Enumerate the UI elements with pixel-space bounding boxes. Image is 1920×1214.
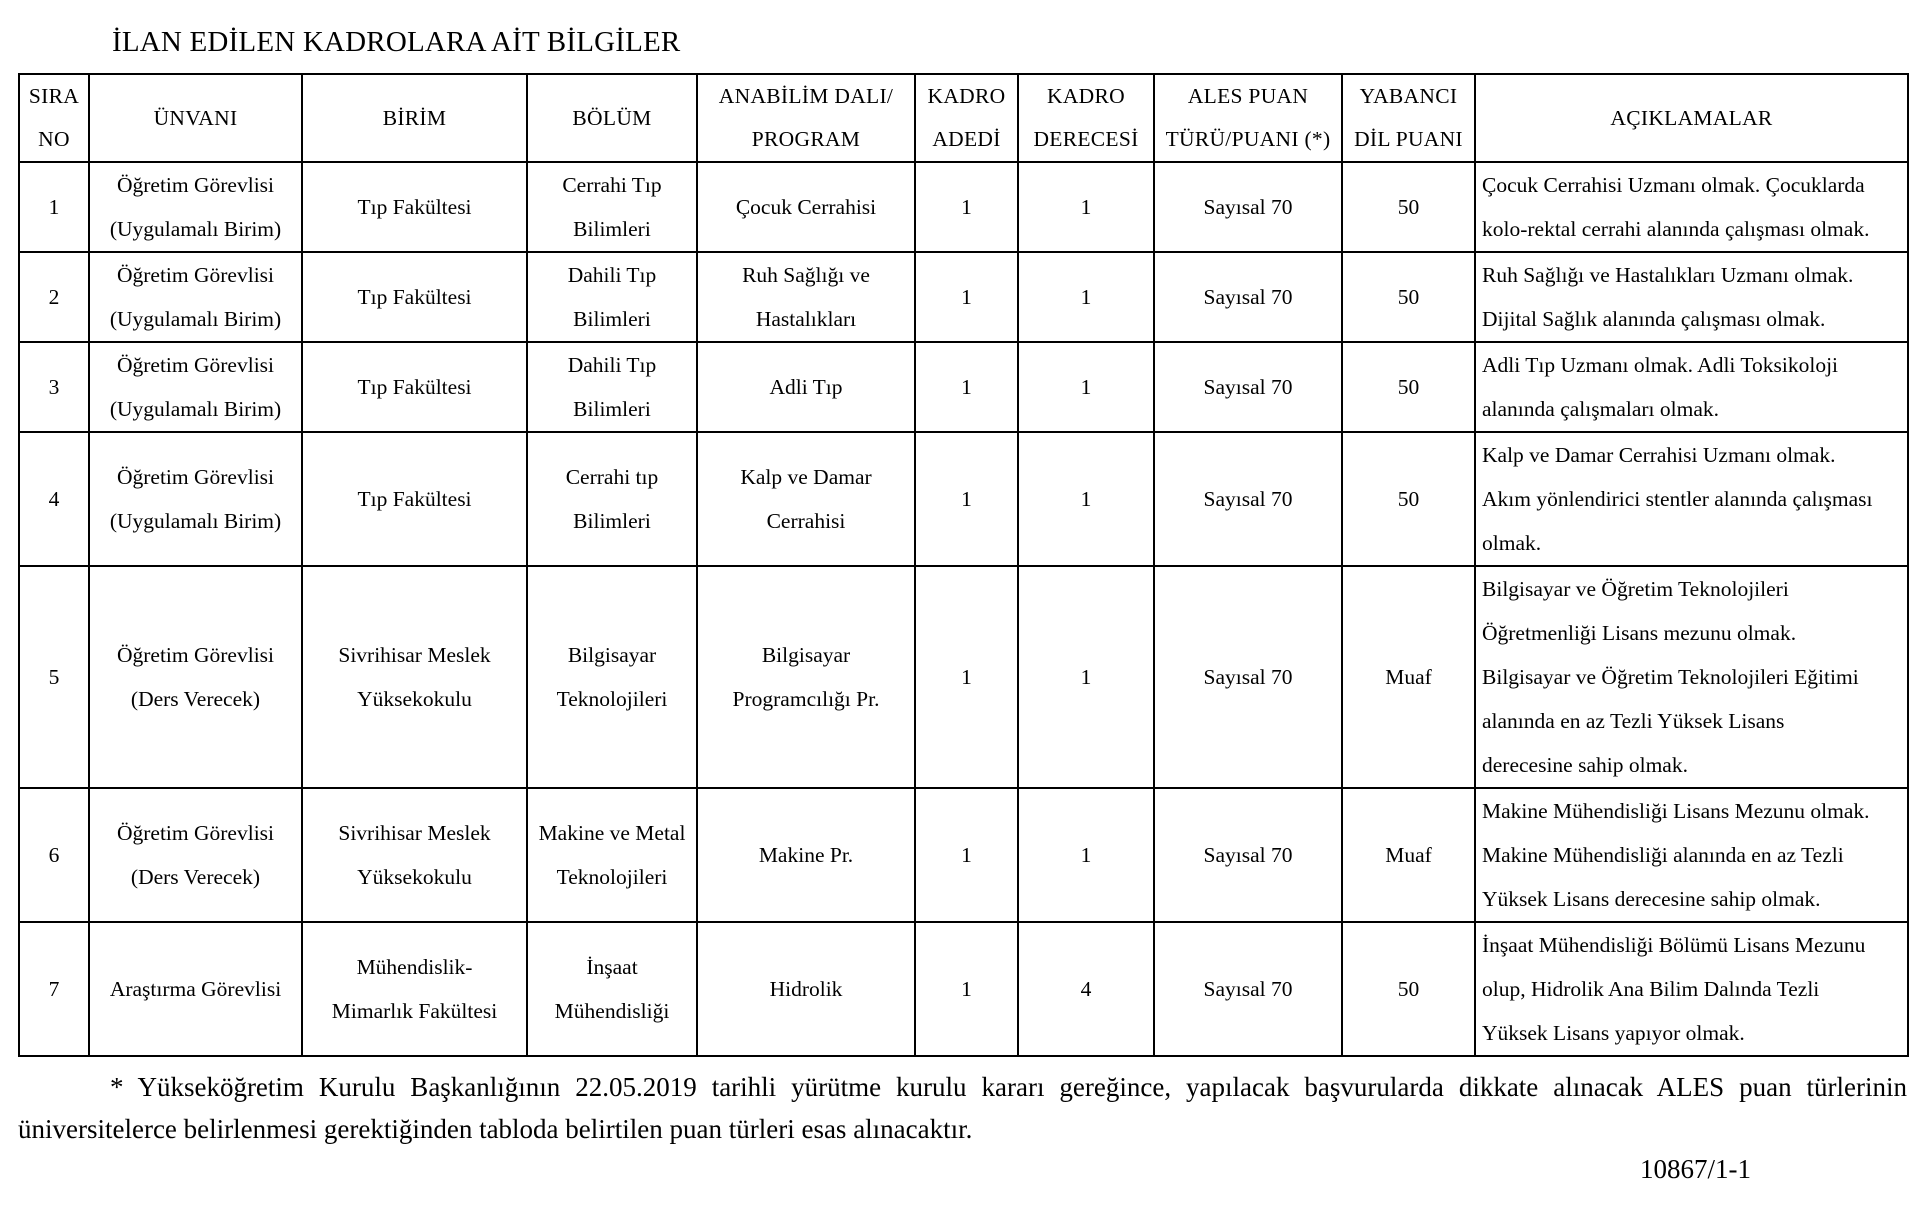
cell-birim-text: Yüksekokulu — [357, 687, 472, 711]
cell-birim-text: Sivrihisar Meslek — [338, 821, 491, 845]
header-anabilim — [697, 74, 915, 162]
cell-kadro-derecesi-text: 1 — [1080, 375, 1092, 399]
cell-birim-text: Tıp Fakültesi — [357, 285, 472, 309]
cell-ales-text: Sayısal 70 — [1203, 195, 1293, 219]
cell-aciklama-text: Dijital Sağlık alanında çalışması olmak. — [1482, 307, 1826, 331]
cell-bolum — [527, 252, 697, 342]
cell-aciklama — [1475, 162, 1908, 252]
cell-aciklama-text: Çocuk Cerrahisi Uzmanı olmak. Çocuklarda — [1482, 173, 1865, 197]
header-label: NO — [38, 127, 70, 151]
cell-no-text: 7 — [48, 977, 60, 1001]
cell-bolum — [527, 922, 697, 1056]
cell-bolum-text: Teknolojileri — [556, 687, 668, 711]
cell-unvan-text: Öğretim Görevlisi — [116, 643, 275, 667]
cell-bolum — [527, 432, 697, 566]
cell-unvan — [89, 252, 302, 342]
cell-kadro-adedi — [915, 162, 1018, 252]
cell-ales — [1154, 566, 1342, 788]
cell-no-text: 3 — [48, 375, 60, 399]
header-label: BİRİM — [382, 105, 447, 130]
cell-ales-text: Sayısal 70 — [1203, 843, 1293, 867]
header-label: KADRO — [927, 84, 1006, 108]
table-row — [19, 342, 1908, 432]
header-label: BÖLÜM — [572, 105, 652, 130]
cell-ales-text: Sayısal 70 — [1203, 285, 1293, 309]
cell-unvan — [89, 566, 302, 788]
cell-anabilim-text: Programcılığı Pr. — [732, 687, 880, 711]
page-title: İLAN EDİLEN KADROLARA AİT BİLGİLER — [112, 26, 681, 58]
cell-kadro-adedi-text: 1 — [961, 843, 972, 867]
cell-ales — [1154, 162, 1342, 252]
header-bolum — [527, 74, 697, 162]
header-label: AÇIKLAMALAR — [1610, 105, 1773, 130]
cell-yabanci-dil — [1342, 162, 1475, 252]
cell-birim-text: Tıp Fakültesi — [357, 195, 472, 219]
cell-aciklama — [1475, 566, 1908, 788]
cell-bolum-text: İnşaat — [586, 955, 638, 979]
cell-no — [19, 566, 89, 788]
cell-anabilim-text: Cerrahisi — [766, 509, 846, 533]
header-label: ALES PUAN — [1187, 84, 1309, 108]
cell-unvan-text: Öğretim Görevlisi — [116, 353, 275, 377]
cell-kadro-adedi — [915, 432, 1018, 566]
cell-kadro-derecesi — [1018, 162, 1154, 252]
cell-yabanci-dil — [1342, 922, 1475, 1056]
cell-no-text: 5 — [48, 665, 60, 689]
cell-kadro-adedi — [915, 922, 1018, 1056]
cell-bolum-text: Cerrahi Tıp — [562, 173, 662, 197]
cell-ales — [1154, 342, 1342, 432]
cell-anabilim — [697, 342, 915, 432]
cell-birim-text: Sivrihisar Meslek — [338, 643, 491, 667]
cell-kadro-adedi-text: 1 — [961, 977, 972, 1001]
header-sira-no — [19, 74, 89, 162]
cell-aciklama-text: Makine Mühendisliği Lisans Mezunu olmak. — [1482, 799, 1870, 823]
cell-kadro-derecesi — [1018, 432, 1154, 566]
cell-aciklama-text: Yüksek Lisans yapıyor olmak. — [1482, 1021, 1745, 1045]
reference-number: 10867/1-1 — [1640, 1154, 1751, 1184]
cell-kadro-adedi-text: 1 — [961, 375, 972, 399]
cell-birim — [302, 342, 527, 432]
cell-yabanci-dil-text: 50 — [1397, 977, 1420, 1001]
cell-unvan-text: Öğretim Görevlisi — [116, 465, 275, 489]
cell-unvan-text: (Uygulamalı Birim) — [109, 217, 282, 241]
cell-kadro-adedi-text: 1 — [961, 665, 972, 689]
cell-kadro-derecesi — [1018, 788, 1154, 922]
cell-unvan-text: Öğretim Görevlisi — [116, 173, 275, 197]
cell-birim — [302, 432, 527, 566]
cell-anabilim-text: Kalp ve Damar — [740, 465, 872, 489]
cell-birim — [302, 922, 527, 1056]
positions-table — [18, 73, 1909, 1057]
cell-aciklama-text: Ruh Sağlığı ve Hastalıkları Uzmanı olmak. — [1482, 263, 1854, 287]
cell-unvan-text: (Uygulamalı Birim) — [109, 397, 282, 421]
cell-aciklama — [1475, 922, 1908, 1056]
header-kadro-adedi — [915, 74, 1018, 162]
cell-anabilim — [697, 432, 915, 566]
cell-aciklama-text: derecesine sahip olmak. — [1482, 753, 1688, 777]
cell-anabilim-text: Bilgisayar — [761, 643, 851, 667]
cell-kadro-adedi-text: 1 — [961, 487, 972, 511]
header-yabanci-dil — [1342, 74, 1475, 162]
cell-yabanci-dil-text: 50 — [1397, 487, 1420, 511]
header-kadro-derecesi — [1018, 74, 1154, 162]
cell-unvan — [89, 788, 302, 922]
cell-aciklama — [1475, 342, 1908, 432]
header-label: DERECESİ — [1033, 127, 1139, 151]
cell-bolum — [527, 566, 697, 788]
header-label: DİL PUANI — [1354, 127, 1463, 151]
cell-kadro-adedi — [915, 566, 1018, 788]
cell-no — [19, 342, 89, 432]
header-aciklamalar — [1475, 74, 1908, 162]
cell-kadro-derecesi-text: 1 — [1080, 843, 1092, 867]
cell-aciklama-text: Akım yönlendirici stentler alanında çalışması — [1482, 487, 1873, 511]
cell-aciklama-text: alanında çalışmaları olmak. — [1482, 397, 1720, 421]
cell-birim-text: Tıp Fakültesi — [357, 375, 472, 399]
cell-unvan-text: Araştırma Görevlisi — [109, 977, 282, 1001]
cell-birim — [302, 162, 527, 252]
cell-ales-text: Sayısal 70 — [1203, 375, 1293, 399]
cell-bolum — [527, 162, 697, 252]
cell-unvan-text: (Ders Verecek) — [130, 865, 261, 889]
cell-bolum-text: Makine ve Metal — [538, 821, 686, 845]
header-label: YABANCI — [1359, 84, 1458, 108]
cell-aciklama-text: olmak. — [1482, 531, 1542, 555]
cell-kadro-adedi — [915, 788, 1018, 922]
cell-aciklama-text: Bilgisayar ve Öğretim Teknolojileri — [1482, 577, 1789, 601]
cell-no — [19, 162, 89, 252]
cell-kadro-derecesi — [1018, 252, 1154, 342]
cell-no-text: 1 — [48, 195, 60, 219]
cell-aciklama-text: Makine Mühendisliği alanında en az Tezli — [1482, 843, 1844, 867]
cell-aciklama-text: Kalp ve Damar Cerrahisi Uzmanı olmak. — [1482, 443, 1836, 467]
cell-aciklama-text: Yüksek Lisans derecesine sahip olmak. — [1482, 887, 1821, 911]
cell-anabilim — [697, 788, 915, 922]
cell-yabanci-dil-text: 50 — [1397, 285, 1420, 309]
cell-birim-text: Yüksekokulu — [357, 865, 472, 889]
cell-aciklama-text: kolo-rektal cerrahi alanında çalışması olmak. — [1482, 217, 1870, 241]
cell-anabilim-text: Hidrolik — [769, 977, 843, 1001]
cell-aciklama — [1475, 252, 1908, 342]
cell-unvan — [89, 342, 302, 432]
cell-anabilim — [697, 162, 915, 252]
cell-anabilim — [697, 252, 915, 342]
cell-unvan — [89, 162, 302, 252]
header-label: SIRA — [28, 84, 80, 108]
cell-aciklama-text: alanında en az Tezli Yüksek Lisans — [1482, 709, 1785, 733]
cell-anabilim-text: Hastalıkları — [755, 307, 857, 331]
cell-yabanci-dil-text: Muaf — [1385, 665, 1432, 689]
header-label: ADEDİ — [932, 127, 1001, 151]
cell-kadro-derecesi — [1018, 342, 1154, 432]
header-label: ANABİLİM DALI/ — [718, 84, 894, 108]
cell-yabanci-dil — [1342, 566, 1475, 788]
cell-bolum-text: Teknolojileri — [556, 865, 668, 889]
cell-anabilim-text: Çocuk Cerrahisi — [735, 195, 877, 219]
cell-ales — [1154, 252, 1342, 342]
cell-bolum-text: Dahili Tıp — [567, 263, 657, 287]
cell-bolum-text: Cerrahi tıp — [565, 465, 659, 489]
cell-ales — [1154, 432, 1342, 566]
cell-aciklama-text: Öğretmenliği Lisans mezunu olmak. — [1482, 621, 1797, 645]
table-row — [19, 162, 1908, 252]
cell-birim-text: Tıp Fakültesi — [357, 487, 472, 511]
cell-no-text: 2 — [48, 285, 60, 309]
header-label: KADRO — [1047, 84, 1125, 108]
cell-birim-text: Mühendislik- — [356, 955, 473, 979]
cell-bolum-text: Bilimleri — [573, 307, 651, 331]
cell-aciklama-text: Adli Tıp Uzmanı olmak. Adli Toksikoloji — [1482, 353, 1839, 377]
cell-bolum — [527, 788, 697, 922]
table-row — [19, 432, 1908, 566]
cell-no — [19, 788, 89, 922]
cell-bolum-text: Bilgisayar — [567, 643, 657, 667]
cell-birim-text: Mimarlık Fakültesi — [331, 999, 498, 1023]
cell-yabanci-dil — [1342, 252, 1475, 342]
header-ales — [1154, 74, 1342, 162]
cell-kadro-adedi — [915, 252, 1018, 342]
cell-yabanci-dil — [1342, 342, 1475, 432]
cell-anabilim-text: Ruh Sağlığı ve — [742, 263, 870, 287]
header-label: PROGRAM — [751, 127, 861, 151]
table-row — [19, 922, 1908, 1056]
cell-aciklama — [1475, 788, 1908, 922]
cell-unvan-text: Öğretim Görevlisi — [116, 263, 275, 287]
cell-anabilim-text: Adli Tıp — [769, 375, 843, 399]
cell-bolum-text: Bilimleri — [573, 509, 651, 533]
cell-kadro-derecesi-text: 1 — [1080, 285, 1092, 309]
header-label: TÜRÜ/PUANI (*) — [1165, 127, 1331, 151]
cell-yabanci-dil-text: 50 — [1397, 375, 1420, 399]
header-label: ÜNVANI — [153, 105, 238, 130]
cell-unvan-text: (Uygulamalı Birim) — [109, 509, 282, 533]
cell-kadro-derecesi-text: 1 — [1080, 665, 1092, 689]
cell-no — [19, 922, 89, 1056]
cell-ales-text: Sayısal 70 — [1203, 977, 1293, 1001]
cell-birim — [302, 252, 527, 342]
cell-birim — [302, 566, 527, 788]
cell-no-text: 6 — [48, 843, 60, 867]
cell-anabilim — [697, 566, 915, 788]
cell-no — [19, 432, 89, 566]
cell-bolum-text: Dahili Tıp — [567, 353, 657, 377]
cell-bolum — [527, 342, 697, 432]
cell-anabilim-text: Makine Pr. — [758, 843, 854, 867]
cell-unvan-text: (Ders Verecek) — [130, 687, 261, 711]
cell-yabanci-dil-text: 50 — [1397, 195, 1420, 219]
cell-bolum-text: Bilimleri — [573, 217, 651, 241]
cell-kadro-derecesi-text: 1 — [1080, 487, 1092, 511]
cell-aciklama-text: Bilgisayar ve Öğretim Teknolojileri Eğitimi — [1482, 665, 1859, 689]
cell-unvan-text: Öğretim Görevlisi — [116, 821, 275, 845]
table-header-row — [19, 74, 1908, 162]
cell-no-text: 4 — [48, 487, 60, 511]
cell-unvan — [89, 922, 302, 1056]
footnote: * Yükseköğretim Kurulu Başkanlığının 22.05.2019 tarihli yürütme kurulu kararı gereğince, yapılacak başvurularda dikkate alınacak ALES puan türlerinin üniversitelerce belirlenmesi gerektiğinden tabloda belirtilen puan türleri esas alınacaktır. — [18, 1072, 1907, 1144]
cell-anabilim — [697, 922, 915, 1056]
cell-yabanci-dil — [1342, 432, 1475, 566]
cell-birim — [302, 788, 527, 922]
cell-bolum-text: Bilimleri — [573, 397, 651, 421]
cell-kadro-derecesi — [1018, 922, 1154, 1056]
cell-yabanci-dil — [1342, 788, 1475, 922]
cell-aciklama — [1475, 432, 1908, 566]
cell-kadro-adedi — [915, 342, 1018, 432]
cell-aciklama-text: olup, Hidrolik Ana Bilim Dalında Tezli — [1482, 977, 1820, 1001]
cell-bolum-text: Mühendisliği — [554, 999, 670, 1023]
cell-kadro-adedi-text: 1 — [961, 195, 972, 219]
header-unvan — [89, 74, 302, 162]
cell-no — [19, 252, 89, 342]
cell-kadro-derecesi — [1018, 566, 1154, 788]
cell-ales-text: Sayısal 70 — [1203, 487, 1293, 511]
cell-yabanci-dil-text: Muaf — [1385, 843, 1432, 867]
table-row — [19, 788, 1908, 922]
cell-ales — [1154, 788, 1342, 922]
table-row — [19, 252, 1908, 342]
header-birim — [302, 74, 527, 162]
table-row — [19, 566, 1908, 788]
cell-unvan-text: (Uygulamalı Birim) — [109, 307, 282, 331]
cell-kadro-derecesi-text: 4 — [1080, 977, 1092, 1001]
cell-unvan — [89, 432, 302, 566]
cell-kadro-derecesi-text: 1 — [1080, 195, 1092, 219]
cell-kadro-adedi-text: 1 — [961, 285, 972, 309]
cell-aciklama-text: İnşaat Mühendisliği Bölümü Lisans Mezunu — [1482, 933, 1866, 957]
cell-ales — [1154, 922, 1342, 1056]
cell-ales-text: Sayısal 70 — [1203, 665, 1293, 689]
